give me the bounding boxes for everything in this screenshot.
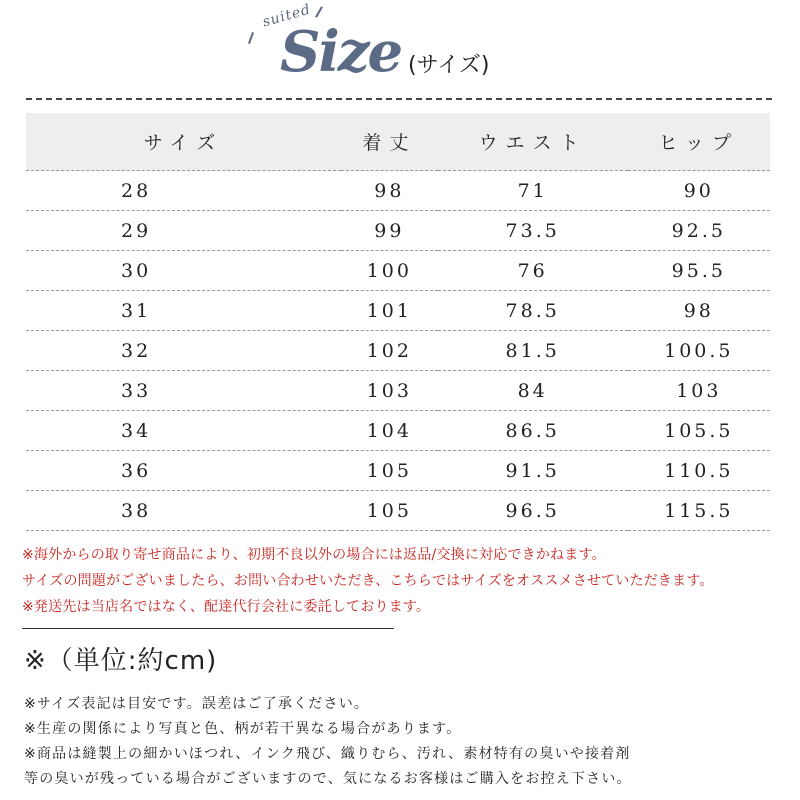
cell-size: 28	[26, 171, 341, 211]
cell-waist: 76	[438, 251, 628, 291]
cell-length: 101	[341, 291, 438, 331]
table-row	[26, 331, 770, 371]
cell-waist: 91.5	[438, 451, 628, 491]
cell-waist: 73.5	[438, 211, 628, 251]
table-row	[26, 211, 770, 251]
table-row	[26, 491, 770, 531]
cell-hip: 95.5	[628, 251, 770, 291]
cell-hip: 103	[628, 371, 770, 411]
cell-hip: 105.5	[628, 411, 770, 451]
column-header-waist: ウエスト	[438, 113, 628, 171]
cell-size: 32	[26, 331, 341, 371]
disclaimer-line: ※生産の関係により写真と色、柄が若干異なる場合があります。	[24, 721, 462, 737]
cell-length: 98	[341, 171, 438, 211]
disclaimer-line: 等の臭いが残っている場合がございますので、気になるお客様はご購入をお控え下さい。	[24, 771, 632, 787]
cell-hip: 110.5	[628, 451, 770, 491]
cell-hip: 92.5	[628, 211, 770, 251]
cell-hip: 90	[628, 171, 770, 211]
section-divider	[22, 628, 394, 629]
cell-hip: 100.5	[628, 331, 770, 371]
cell-size: 30	[26, 251, 341, 291]
disclaimer-line: ※サイズ表記は目安です。誤差はご了承ください。	[24, 696, 370, 712]
table-header-row	[26, 113, 770, 171]
cell-waist: 86.5	[438, 411, 628, 451]
table-row	[26, 171, 770, 211]
cell-hip: 115.5	[628, 491, 770, 531]
cell-size: 34	[26, 411, 341, 451]
cell-size: 31	[26, 291, 341, 331]
cell-size: 33	[26, 371, 341, 411]
unit-label: ※（単位:約cm)	[24, 646, 218, 676]
size-title: Size	[280, 19, 402, 85]
decor-tick-left	[248, 32, 254, 44]
cell-size: 38	[26, 491, 341, 531]
table-row	[26, 251, 770, 291]
cell-size: 36	[26, 451, 341, 491]
cell-waist: 78.5	[438, 291, 628, 331]
header-divider	[26, 98, 772, 100]
cell-length: 105	[341, 451, 438, 491]
cell-waist: 71	[438, 171, 628, 211]
notice-line: ※発送先は当店名ではなく、配達代行会社に委託しております。	[22, 599, 431, 615]
table-row	[26, 291, 770, 331]
column-header-size: サイズ	[26, 113, 341, 171]
cell-length: 99	[341, 211, 438, 251]
suited-script-label: suited	[260, 1, 313, 31]
disclaimer-line: ※商品は縫製上の細かいほつれ、インク飛び、織りむら、汚れ、素材特有の臭いや接着剤	[24, 746, 631, 762]
table-row	[26, 411, 770, 451]
size-chart-table	[26, 113, 770, 531]
column-header-length: 着丈	[341, 113, 438, 171]
cell-length: 105	[341, 491, 438, 531]
notice-line: サイズの問題がございましたら、お問い合わせいただき、こちらではサイズをオススメさせていただきます。	[22, 573, 714, 589]
size-header	[0, 0, 800, 95]
cell-length: 100	[341, 251, 438, 291]
column-header-hip: ヒップ	[628, 113, 770, 171]
cell-size: 29	[26, 211, 341, 251]
cell-waist: 84	[438, 371, 628, 411]
notice-line: ※海外からの取り寄せ商品により、初期不良以外の場合には返品/交換に対応できかねます。	[22, 547, 606, 563]
cell-length: 103	[341, 371, 438, 411]
cell-length: 102	[341, 331, 438, 371]
cell-waist: 96.5	[438, 491, 628, 531]
table-row	[26, 371, 770, 411]
cell-hip: 98	[628, 291, 770, 331]
notice-block	[22, 542, 792, 620]
cell-length: 104	[341, 411, 438, 451]
size-subtitle: (サイズ)	[408, 53, 490, 78]
table-row	[26, 451, 770, 491]
cell-waist: 81.5	[438, 331, 628, 371]
disclaimer-block	[24, 692, 794, 792]
